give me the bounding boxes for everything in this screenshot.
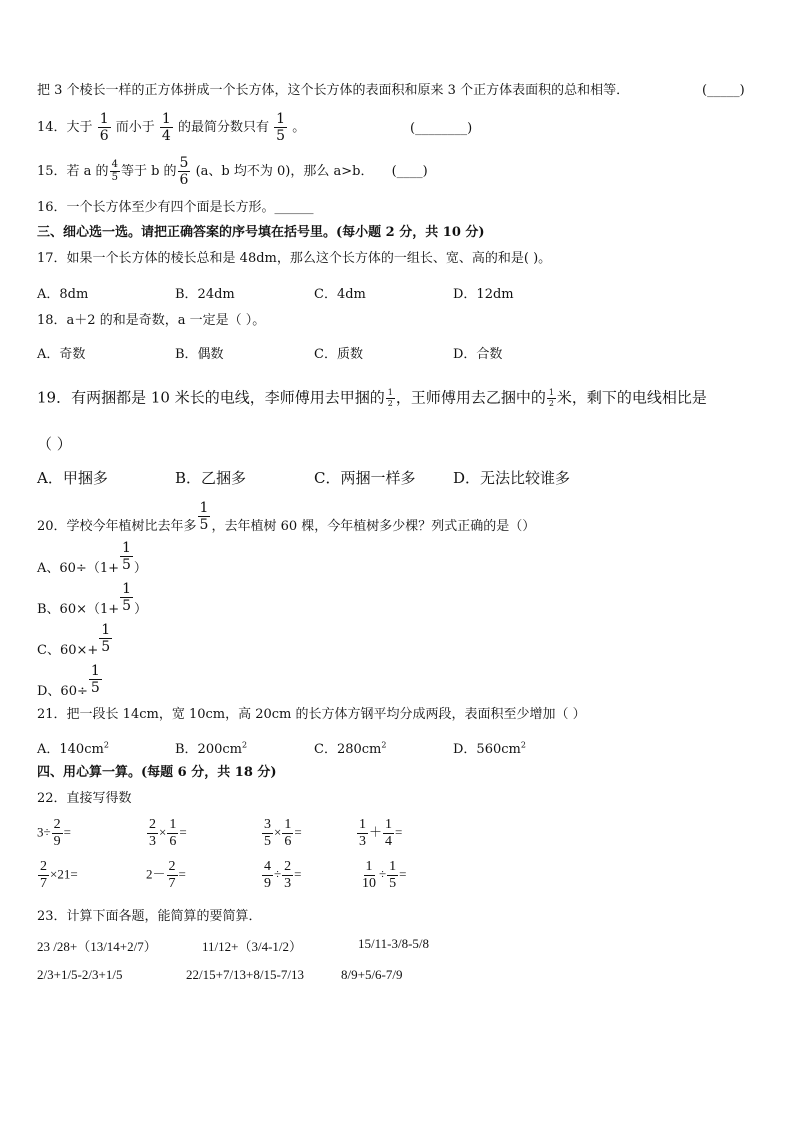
- q20-option-d-text: D、60÷: [37, 684, 88, 699]
- question-15-text-2: 等于 b 的: [120, 164, 177, 179]
- q17-option-d[interactable]: D．12dm: [453, 287, 514, 302]
- q20-option-a-close: ）: [133, 561, 147, 576]
- q20-option-d[interactable]: [37, 663, 103, 699]
- q22-expr-7: $\frac{4}{9}$ ÷ $\frac{2}{3}$ =: [264, 859, 302, 891]
- q23-expr-1: 23 /28+（13/14+2/7）: [37, 939, 157, 954]
- section-4-title: 四、用心算一算。(每题 6 分，共 18 分): [37, 765, 277, 780]
- question-22-text: 22．直接写得数: [37, 791, 132, 806]
- q22-expr-5: $\frac{2}{7}$ ×21=: [40, 859, 78, 891]
- fraction-1-5-d: $\frac{1}{5}$: [90, 663, 100, 696]
- q20-option-a[interactable]: [37, 540, 147, 576]
- fraction-1-5-a: $\frac{1}{5}$: [122, 540, 131, 573]
- q18-option-b[interactable]: B．偶数: [175, 347, 224, 362]
- q22-expr-1: 3÷ $\frac{2}{9}$ =: [37, 817, 71, 849]
- question-14-answer-blank[interactable]: (________): [410, 121, 473, 136]
- q22-expr-3: $\frac{3}{5}$ × $\frac{1}{6}$ =: [264, 817, 302, 849]
- q21-option-d-text: D．560cm: [453, 742, 521, 757]
- q19-option-c[interactable]: C．两捆一样多: [314, 469, 416, 487]
- q21-option-b-text: B．200cm: [175, 742, 242, 757]
- question-15: [37, 156, 428, 187]
- q21-option-d[interactable]: [453, 738, 526, 757]
- superscript-2: 2: [520, 740, 526, 750]
- fraction-5-6: $\frac{5}{6}$: [179, 155, 189, 188]
- q21-option-b[interactable]: [175, 738, 247, 757]
- q23-expr-5: 22/15+7/13+8/15-7/13: [186, 967, 304, 982]
- q21-option-a[interactable]: [37, 738, 109, 757]
- fraction-1-5-c: $\frac{1}{5}$: [101, 622, 111, 655]
- q17-option-b[interactable]: B．24dm: [175, 287, 235, 302]
- q22-expr-4: $\frac{1}{3}$ ＋ $\frac{1}{4}$ =: [359, 817, 403, 849]
- section-3-heading: [37, 225, 485, 241]
- q22-expr-8: $\frac{1}{10}$ ÷ $\frac{1}{5}$ =: [362, 859, 407, 891]
- question-19: [37, 389, 707, 408]
- superscript-2: 2: [103, 740, 109, 750]
- question-14-text-2: 而小于: [115, 120, 155, 135]
- q21-option-a-text: A．140cm: [37, 742, 104, 757]
- question-14-text-4: 。: [292, 120, 306, 135]
- question-15-text-1: 15．若 a 的: [37, 164, 109, 179]
- q19-option-a[interactable]: A．甲捆多: [37, 469, 108, 487]
- question-20: [37, 501, 535, 532]
- question-20-text-2: ，去年植树 60 棵，今年植树多少棵？列式正确的是（）: [211, 519, 536, 534]
- fraction-1-4: $\frac{1}{4}$: [161, 111, 171, 144]
- superscript-2: 2: [381, 740, 387, 750]
- q21-option-c[interactable]: [314, 738, 386, 757]
- q21-option-c-text: C．280cm: [314, 742, 382, 757]
- q20-option-b-text: B、60×（1+: [37, 602, 120, 617]
- question-13-text: 把 3 个棱长一样的正方体拼成一个长方体，这个长方体的表面积和原来 3 个正方体表面积的总和相等．: [37, 83, 630, 98]
- question-14-text-1: 14．大于: [37, 120, 93, 135]
- question-23-title: [37, 909, 262, 925]
- question-17-text: 17．如果一个长方体的棱长总和是 48dm，那么这个长方体的一组长、宽、高的和是( )。: [37, 251, 552, 266]
- fraction-1-2-b: $\frac{1}{2}$: [548, 388, 554, 408]
- superscript-2: 2: [241, 740, 248, 750]
- question-19-text-2: ，王师傅用去乙捆中的: [395, 388, 546, 407]
- question-18: [37, 313, 265, 329]
- fraction-4-5: $\frac{4}{5}$: [111, 159, 118, 183]
- q20-option-b-close: ）: [134, 602, 148, 617]
- q19-option-b[interactable]: B．乙捆多: [175, 469, 247, 487]
- question-16: [37, 200, 314, 216]
- question-13-answer-blank[interactable]: (_____): [702, 83, 745, 98]
- fraction-1-5-q20: $\frac{1}{5}$: [199, 500, 209, 533]
- question-16-text: 16．一个长方体至少有四个面是长方形。______: [37, 200, 314, 215]
- question-21-text: 21．把一段长 14cm，宽 10cm，高 20cm 的长方体方钢平均分成两段，表面积至少增加（ ）: [37, 707, 586, 722]
- question-19-paren-text: （ ）: [37, 435, 72, 453]
- question-14: [37, 112, 305, 143]
- q20-option-c-text: C、60×+: [37, 643, 99, 658]
- q18-option-c[interactable]: C．质数: [314, 347, 363, 362]
- fraction-1-5: $\frac{1}{5}$: [276, 111, 286, 144]
- question-15-text-3: (a、b 均不为 0)，那么 a>b．: [195, 164, 374, 179]
- q23-expr-6: 8/9+5/6-7/9: [341, 967, 403, 982]
- question-20-text-1: 20．学校今年植树比去年多: [37, 519, 197, 534]
- question-21: [37, 707, 586, 723]
- question-23-text: 23．计算下面各题，能简算的要简算．: [37, 909, 262, 924]
- q19-option-d[interactable]: D．无法比较谁多: [453, 469, 571, 487]
- question-22-title: [37, 791, 132, 807]
- question-14-text-3: 的最简分数只有: [177, 120, 269, 135]
- question-15-answer-blank[interactable]: (____): [391, 164, 428, 179]
- section-3-title: 三、细心选一选。请把正确答案的序号填在括号里。(每小题 2 分，共 10 分): [37, 225, 485, 240]
- question-17: [37, 251, 551, 267]
- q17-option-a[interactable]: A．8dm: [37, 287, 89, 302]
- fraction-1-6: $\frac{1}{6}$: [99, 111, 109, 144]
- q18-option-d[interactable]: D．合数: [453, 347, 503, 362]
- fraction-1-2-a: $\frac{1}{2}$: [387, 388, 393, 408]
- q20-option-a-text: A、60÷（1+: [37, 561, 119, 576]
- q23-expr-4: 2/3+1/5-2/3+1/5: [37, 967, 123, 982]
- q18-option-a[interactable]: A．奇数: [37, 347, 86, 362]
- q22-expr-6: 2－ $\frac{2}{7}$ =: [146, 859, 186, 891]
- q20-option-c[interactable]: [37, 622, 113, 658]
- section-4-heading: [37, 765, 277, 781]
- q20-option-b[interactable]: [37, 581, 148, 617]
- question-19-text-3: 米，剩下的电线相比是: [556, 388, 707, 407]
- q23-expr-3: 15/11-3/8-5/8: [358, 936, 430, 951]
- q22-expr-2: $\frac{2}{3}$ × $\frac{1}{6}$ =: [149, 817, 187, 849]
- question-18-text: 18．a＋2 的和是奇数，a 一定是（ ）。: [37, 313, 266, 328]
- fraction-1-5-b: $\frac{1}{5}$: [122, 581, 132, 614]
- question-19-answer-paren[interactable]: [37, 436, 72, 452]
- question-19-text-1: 19．有两捆都是 10 米长的电线，李师傅用去甲捆的: [37, 388, 385, 407]
- question-13: [37, 83, 629, 99]
- q17-option-c[interactable]: C．4dm: [314, 287, 366, 302]
- q23-expr-2: 11/12+（3/4-1/2）: [202, 939, 303, 954]
